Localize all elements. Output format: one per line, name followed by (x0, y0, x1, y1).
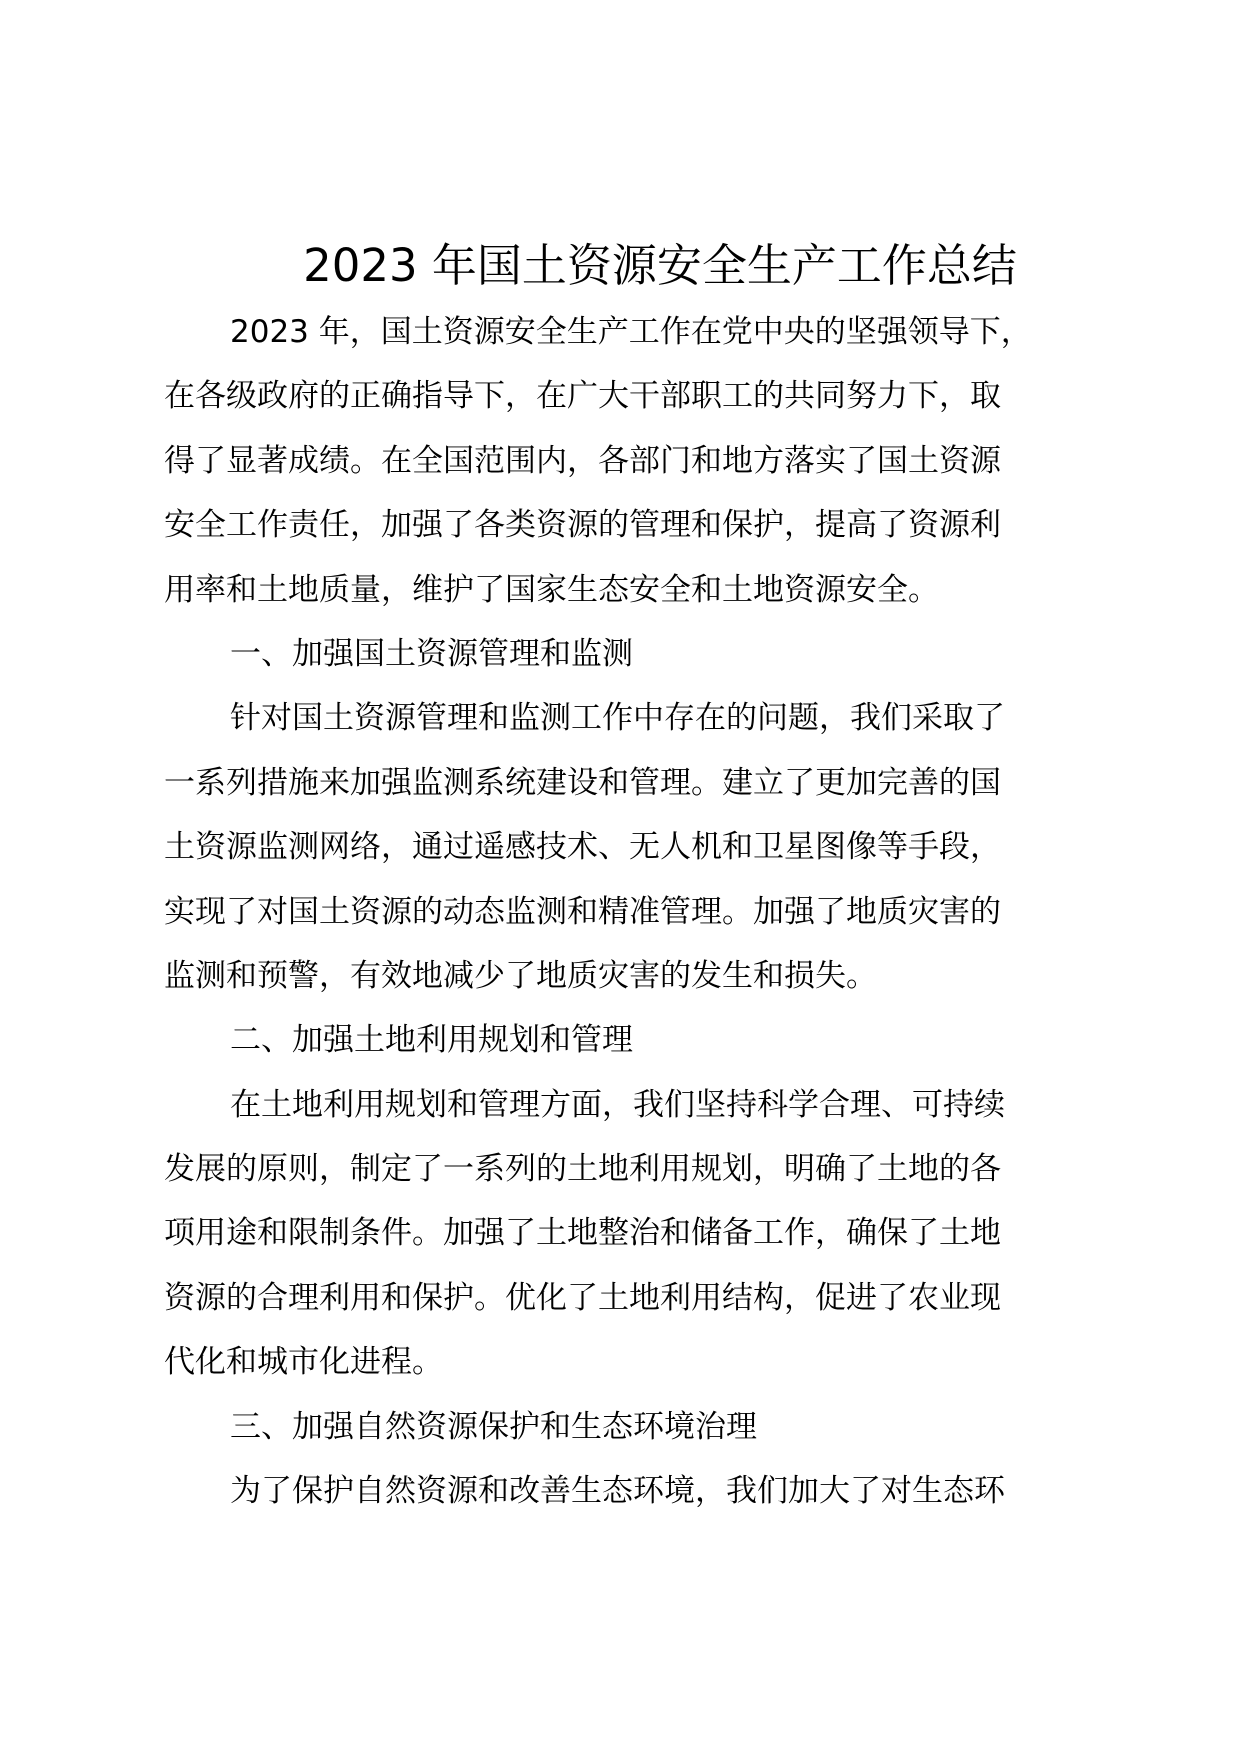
text-line: 二、加强土地利用规划和管理 (230, 1022, 633, 1059)
text-line: 土资源监测网络，通过遥感技术、无人机和卫星图像等手段， (164, 829, 1001, 866)
document-title: 2023 年国土资源安全生产工作总结 (303, 239, 1017, 292)
text-line: 发展的原则，制定了一系列的土地利用规划，明确了土地的各 (164, 1151, 1001, 1188)
text-line: 一系列措施来加强监测系统建设和管理。建立了更加完善的国 (164, 764, 1001, 801)
text-line: 三、加强自然资源保护和生态环境治理 (230, 1408, 757, 1445)
text-line: 实现了对国土资源的动态监测和精准管理。加强了地质灾害的 (164, 893, 1001, 930)
text-line: 得了显著成绩。在全国范围内，各部门和地方落实了国土资源 (164, 442, 1001, 479)
text-line: 资源的合理利用和保护。优化了土地利用结构，促进了农业现 (164, 1279, 1001, 1316)
text-line: 在土地利用规划和管理方面，我们坚持科学合理、可持续 (230, 1086, 1005, 1123)
text-line: 监测和预警，有效地减少了地质灾害的发生和损失。 (164, 957, 877, 994)
text-line: 一、加强国土资源管理和监测 (230, 635, 633, 672)
text-line: 为了保护自然资源和改善生态环境，我们加大了对生态环 (230, 1473, 1005, 1510)
text-line: 针对国土资源管理和监测工作中存在的问题，我们采取了 (230, 700, 1005, 737)
document-body (164, 300, 1094, 1523)
text-line: 代化和城市化进程。 (164, 1344, 443, 1381)
text-line: 用率和土地质量，维护了国家生态安全和土地资源安全。 (164, 571, 939, 608)
text-line: 项用途和限制条件。加强了土地整治和储备工作，确保了土地 (164, 1215, 1001, 1252)
text-line: 在各级政府的正确指导下，在广大干部职工的共同努力下，取 (164, 378, 1001, 415)
text-line: 2023 年，国土资源安全生产工作在党中央的坚强领导下， (230, 314, 1032, 350)
text-line: 安全工作责任，加强了各类资源的管理和保护，提高了资源利 (164, 507, 1001, 544)
